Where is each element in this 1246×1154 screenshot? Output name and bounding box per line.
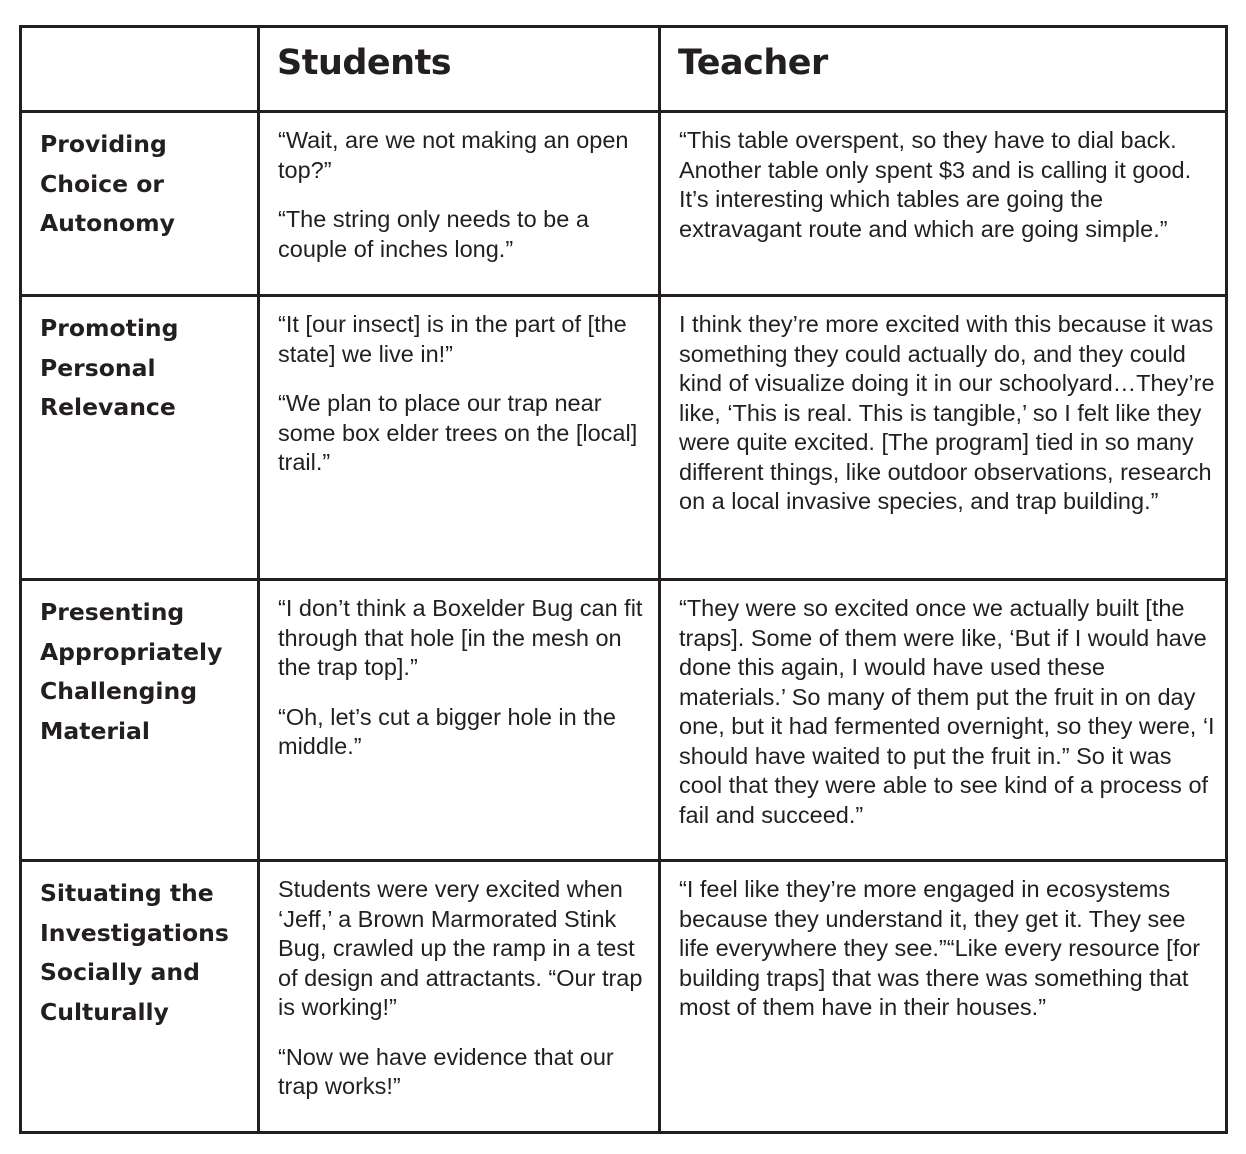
teacher-column-header: Teacher — [660, 27, 1227, 112]
table-row — [21, 112, 1227, 296]
table-row — [21, 580, 1227, 861]
teacher-quote: “This table overspent, so they have to dial back. Another table only spent $3 and is calling it good. It’s interesting which tables are going the extravagant route and which are going simple.” — [679, 127, 1192, 242]
teacher-cell — [660, 296, 1227, 580]
row-category: Promoting Personal Relevance — [21, 296, 259, 580]
students-cell — [259, 296, 660, 580]
table-row — [21, 861, 1227, 1133]
header-row — [21, 27, 1227, 112]
teacher-cell — [660, 580, 1227, 861]
teacher-cell — [660, 112, 1227, 296]
teacher-quote: “I feel like they’re more engaged in ecosystems because they understand it, they get it. They see life everywhere they see.”“Like every resource [for building traps] that was there was something that most of them have in their houses.” — [679, 876, 1201, 1020]
teacher-quote: I think they’re more excited with this because it was something they could actually do, and they could kind of visualize doing it in our schoolyard…They’re like, ‘This is real. This is tangible,’ so I felt like they were quite excited. [The program] tied in so many different things, like outdoor observations, research on a local invasive species, and trap building.” — [679, 311, 1215, 514]
corner-header-cell — [21, 27, 259, 112]
student-quote: “Oh, let’s cut a bigger hole in the middle.” — [278, 703, 616, 759]
students-column-header: Students — [259, 27, 660, 112]
engagement-table — [19, 25, 1228, 1134]
students-cell — [259, 861, 660, 1133]
student-quote: “The string only needs to be a couple of inches long.” — [278, 206, 589, 262]
student-quote: “Wait, are we not making an open top?” — [278, 127, 629, 183]
student-quote: “It [our insect] is in the part of [the state] we live in!” — [278, 311, 627, 367]
teacher-cell — [660, 861, 1227, 1133]
table-row — [21, 296, 1227, 580]
student-quote: “I don’t think a Boxelder Bug can fit through that hole [in the mesh on the trap top].” — [278, 595, 643, 680]
teacher-quote: “They were so excited once we actually built [the traps]. Some of them were like, ‘But if I would have done this again, I would have used these materials.’ So many of them put the fruit in on day one, but it had fermented overnight, so they were, ‘I should have waited to put the fruit in.” So it was cool that they were able to see kind of a process of fail and succeed.” — [679, 595, 1215, 828]
row-category: Providing Choice or Autonomy — [21, 112, 259, 296]
row-category: Situating the Investigations Socially and Culturally — [21, 861, 259, 1133]
students-cell — [259, 580, 660, 861]
student-quote: “We plan to place our trap near some box elder trees on the [local] trail.” — [278, 390, 638, 475]
row-category: Presenting Appropriately Challenging Material — [21, 580, 259, 861]
student-quote: “Now we have evidence that our trap works!” — [278, 1043, 614, 1099]
student-quote: Students were very excited when ‘Jeff,’ a Brown Marmorated Stink Bug, crawled up the ramp in a test of design and attractants. “Our trap is working!” — [278, 876, 643, 1020]
students-cell — [259, 112, 660, 296]
